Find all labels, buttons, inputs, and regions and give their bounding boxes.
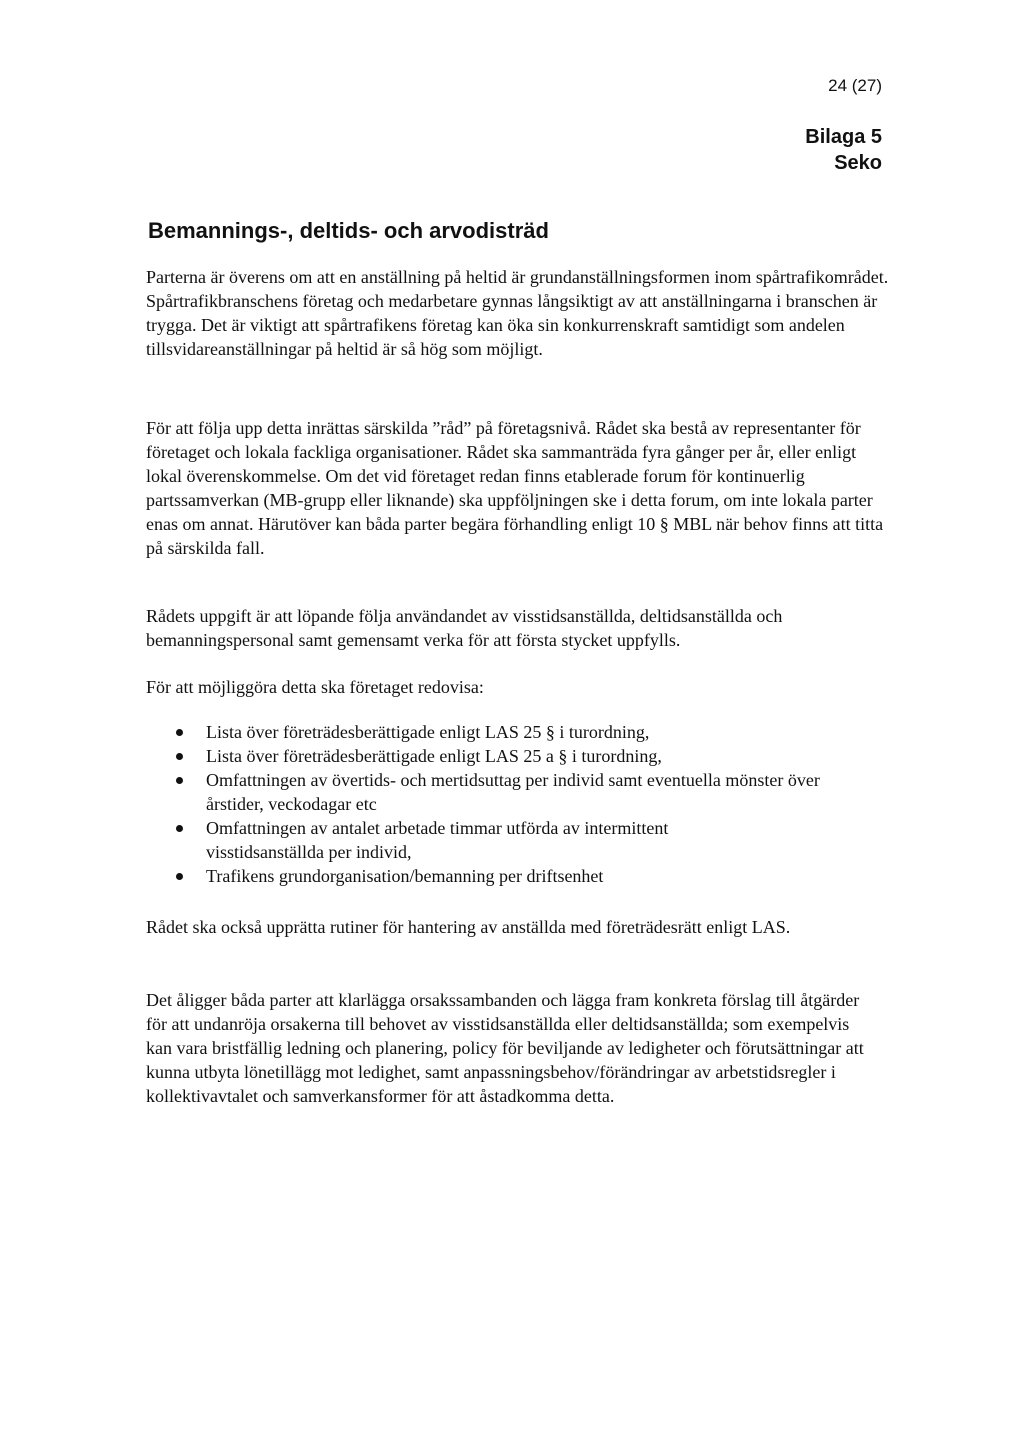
list-item-text: Lista över företrädesberättigade enligt LAS 25 § i turordning,	[206, 722, 650, 742]
list-item	[146, 720, 906, 744]
list-item-text: Trafikens grundorganisation/bemanning per driftsenhet	[206, 866, 604, 886]
document-title: Bemannings-, deltids- och arvodisträd	[148, 218, 549, 243]
bullet-icon	[176, 873, 183, 880]
list-item-text: Omfattningen av antalet arbetade timmar utförda av intermittent visstidsanställda per individ,	[206, 818, 669, 862]
bullet-icon	[176, 825, 183, 832]
appendix-label: Bilaga 5	[805, 126, 882, 148]
list-item	[146, 864, 906, 888]
list-item	[146, 768, 856, 816]
paragraph-report-intro: För att möjliggöra detta ska företaget redovisa:	[146, 677, 484, 697]
page-number: 24 (27)	[828, 76, 882, 95]
paragraph-routines: Rådet ska också upprätta rutiner för hantering av anställda med företrädesrätt enligt LAS.	[146, 917, 791, 937]
paragraph-intro: Parterna är överens om att en anställning på heltid är grundanställningsformen inom spårtrafikområdet. Spårtrafikbranschens företag och medarbetare gynnas långsiktigt av att anställningarna i branschen är trygga. Det är viktigt att spårtrafikens företag kan öka sin konkurrenskraft samtidigt som andelen tillsvidareanställningar på heltid är så hög som möjligt.	[146, 267, 889, 359]
list-item	[146, 816, 786, 864]
list-item	[146, 744, 906, 768]
organization-label: Seko	[834, 152, 882, 174]
bullet-icon	[176, 777, 183, 784]
appendix-header	[805, 124, 882, 176]
list-item-text: Omfattningen av övertids- och mertidsuttag per individ samt eventuella mönster över årstider, veckodagar etc	[206, 770, 820, 814]
report-list	[146, 720, 906, 888]
paragraph-council-task: Rådets uppgift är att löpande följa användandet av visstidsanställda, deltidsanställda och bemanningspersonal samt gemensamt verka för att första stycket uppfylls.	[146, 606, 783, 650]
paragraph-council: För att följa upp detta inrättas särskilda ”råd” på företagsnivå. Rådet ska bestå av representanter för företaget och lokala fackliga organisationer. Rådet ska sammanträda fyra gånger per år, eller enligt lokal överenskommelse. Om det vid företaget redan finns etablerade forum för kontinuerlig partssamverkan (MB-grupp eller liknande) ska uppföljningen ske i detta forum, om inte lokala parter enas om annat. Härutöver kan båda parter begära förhandling enligt 10 § MBL när behov finns att titta på särskilda fall.	[146, 418, 884, 558]
list-item-text: Lista över företrädesberättigade enligt LAS 25 a § i turordning,	[206, 746, 662, 766]
bullet-icon	[176, 729, 183, 736]
paragraph-obligations: Det åligger båda parter att klarlägga orsakssambanden och lägga fram konkreta förslag till åtgärder för att undanröja orsakerna till behovet av visstidsanställda eller deltidsanställda; som exempelvis kan vara bristfällig ledning och planering, policy för beviljande av ledigheter och förutsättningar att kunna utbyta lönetillägg mot ledighet, samt anpassningsbehov/förändringar av arbetstidsregler i kollektivavtalet och samverkansformer för att åstadkomma detta.	[146, 990, 864, 1106]
bullet-icon	[176, 753, 183, 760]
